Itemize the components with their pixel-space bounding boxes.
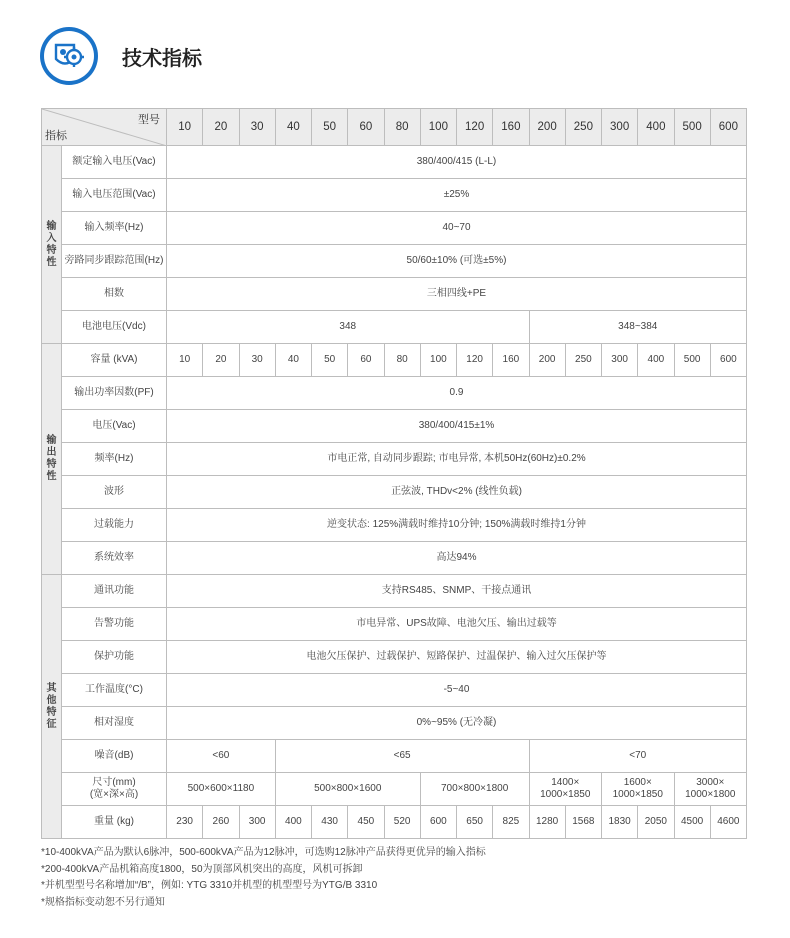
model-cell: 250 [565,109,601,146]
table-row [42,476,747,509]
row-value: ±25% [167,179,747,212]
table-row [42,377,747,410]
capacity-cell: 20 [203,344,239,377]
model-cell: 120 [457,109,493,146]
model-cell: 60 [348,109,384,146]
model-cell: 40 [275,109,311,146]
size-cell: 3000× 1000×1800 [674,773,747,806]
row-label: 旁路同步跟踪范围(Hz) [62,245,167,278]
row-value: 市电正常, 自动同步跟踪; 市电异常, 本机50Hz(60Hz)±0.2% [167,443,747,476]
row-label: 频率(Hz) [62,443,167,476]
weight-cell: 650 [457,806,493,839]
row-value: 电池欠压保护、过载保护、短路保护、过温保护、输入过欠压保护等 [167,641,747,674]
table-row [42,344,747,377]
row-label: 电压(Vac) [62,410,167,443]
weight-cell: 825 [493,806,529,839]
model-cell: 500 [674,109,710,146]
table-row [42,443,747,476]
row-label: 重量 (kg) [62,806,167,839]
table-row [42,278,747,311]
table-row [42,245,747,278]
weight-cell: 2050 [638,806,674,839]
model-cell: 50 [312,109,348,146]
capacity-cell: 400 [638,344,674,377]
weight-cell: 600 [420,806,456,839]
row-value: 支持RS485、SNMP、干接点通讯 [167,575,747,608]
weight-cell: 1830 [602,806,638,839]
table-row [42,608,747,641]
row-value: 0%~95% (无冷凝) [167,707,747,740]
capacity-cell: 100 [420,344,456,377]
capacity-cell: 160 [493,344,529,377]
row-value: 逆变状态: 125%满载时维持10分钟; 150%满载时维持1分钟 [167,509,747,542]
weight-cell: 230 [167,806,203,839]
row-label: 通讯功能 [62,575,167,608]
capacity-cell: 300 [602,344,638,377]
table-row [42,575,747,608]
noise-cell: <65 [275,740,529,773]
row-label: 工作温度(°C) [62,674,167,707]
footnote: *规格指标变动恕不另行通知 [41,896,165,908]
model-cell: 10 [167,109,203,146]
table-row [42,509,747,542]
weight-cell: 450 [348,806,384,839]
row-label: 告警功能 [62,608,167,641]
row-value: 高达94% [167,542,747,575]
row-label: 容量 (kVA) [62,344,167,377]
size-cell: 500×800×1600 [275,773,420,806]
row-label: 相数 [62,278,167,311]
weight-cell: 4600 [710,806,746,839]
model-cell: 100 [420,109,456,146]
row-value: 0.9 [167,377,747,410]
model-cell: 30 [239,109,275,146]
footnotes [41,845,486,911]
model-cell: 20 [203,109,239,146]
table-row [42,146,747,179]
row-label: 过载能力 [62,509,167,542]
capacity-cell: 40 [275,344,311,377]
model-cell: 200 [529,109,565,146]
table-row [42,674,747,707]
table-row [42,212,747,245]
header-row [42,109,747,146]
size-cell: 1600× 1000×1850 [602,773,675,806]
corner-cell [42,109,167,146]
row-label: 尺寸(mm) (宽×深×高) [62,773,167,806]
model-cell: 600 [710,109,746,146]
capacity-cell: 250 [565,344,601,377]
capacity-cell: 80 [384,344,420,377]
capacity-cell: 200 [529,344,565,377]
row-label: 电池电压(Vdc) [62,311,167,344]
size-cell: 1400× 1000×1850 [529,773,602,806]
size-cell: 500×600×1180 [167,773,276,806]
model-cell: 160 [493,109,529,146]
weight-cell: 300 [239,806,275,839]
capacity-cell: 10 [167,344,203,377]
noise-cell: <60 [167,740,276,773]
group-output-label: 输出特性 [42,344,62,575]
row-label: 噪音(dB) [62,740,167,773]
table-row [42,806,747,839]
logo [40,27,98,85]
table-row [42,542,747,575]
corner-spec-label: 指标 [45,130,67,142]
row-value: 市电异常、UPS故障、电池欠压、输出过载等 [167,608,747,641]
table-row [42,311,747,344]
table-row [42,740,747,773]
row-label: 输入电压范围(Vac) [62,179,167,212]
row-value: 380/400/415±1% [167,410,747,443]
row-label: 额定输入电压(Vac) [62,146,167,179]
row-value: 348~384 [529,311,747,344]
spec-table [41,108,747,839]
weight-cell: 1568 [565,806,601,839]
page-header [40,26,202,86]
row-label: 输入频率(Hz) [62,212,167,245]
weight-cell: 4500 [674,806,710,839]
gear-shield-icon [52,41,86,71]
group-input-label: 输入特性 [42,146,62,344]
row-label: 相对湿度 [62,707,167,740]
footnote: *并机型型号名称增加“/B”，例如: YTG 3310并机型的机型型号为YTG/B 3310 [41,880,378,891]
weight-cell: 1280 [529,806,565,839]
footnote: *200-400kVA产品机箱高度1800，50为顶部风机突出的高度，风机可拆卸 [41,863,363,875]
weight-cell: 400 [275,806,311,839]
footnote: *10-400kVA产品为默认6脉冲，500-600kVA产品为12脉冲，可选购12脉冲产品获得更优异的输入指标 [41,847,486,858]
size-cell: 700×800×1800 [420,773,529,806]
row-value: 380/400/415 (L-L) [167,146,747,179]
capacity-cell: 60 [348,344,384,377]
capacity-cell: 50 [312,344,348,377]
model-cell: 400 [638,109,674,146]
page-title: 技术指标 [122,47,202,70]
table-row [42,410,747,443]
capacity-cell: 500 [674,344,710,377]
row-value: -5~40 [167,674,747,707]
weight-cell: 430 [312,806,348,839]
table-row [42,707,747,740]
row-value: 50/60±10% (可选±5%) [167,245,747,278]
capacity-cell: 30 [239,344,275,377]
model-cell: 80 [384,109,420,146]
model-cell: 300 [602,109,638,146]
table-row [42,641,747,674]
row-label: 波形 [62,476,167,509]
row-label: 输出功率因数(PF) [62,377,167,410]
capacity-cell: 600 [710,344,746,377]
row-value: 三相四线+PE [167,278,747,311]
row-value: 40~70 [167,212,747,245]
capacity-cell: 120 [457,344,493,377]
row-label: 保护功能 [62,641,167,674]
weight-cell: 260 [203,806,239,839]
table-row [42,773,747,806]
row-label: 系统效率 [62,542,167,575]
row-value: 正弦波, THDv<2% (线性负载) [167,476,747,509]
group-other-label: 其他特征 [42,575,62,839]
weight-cell: 520 [384,806,420,839]
row-value: 348 [167,311,530,344]
corner-model-label: 型号 [138,114,160,126]
noise-cell: <70 [529,740,747,773]
table-row [42,179,747,212]
